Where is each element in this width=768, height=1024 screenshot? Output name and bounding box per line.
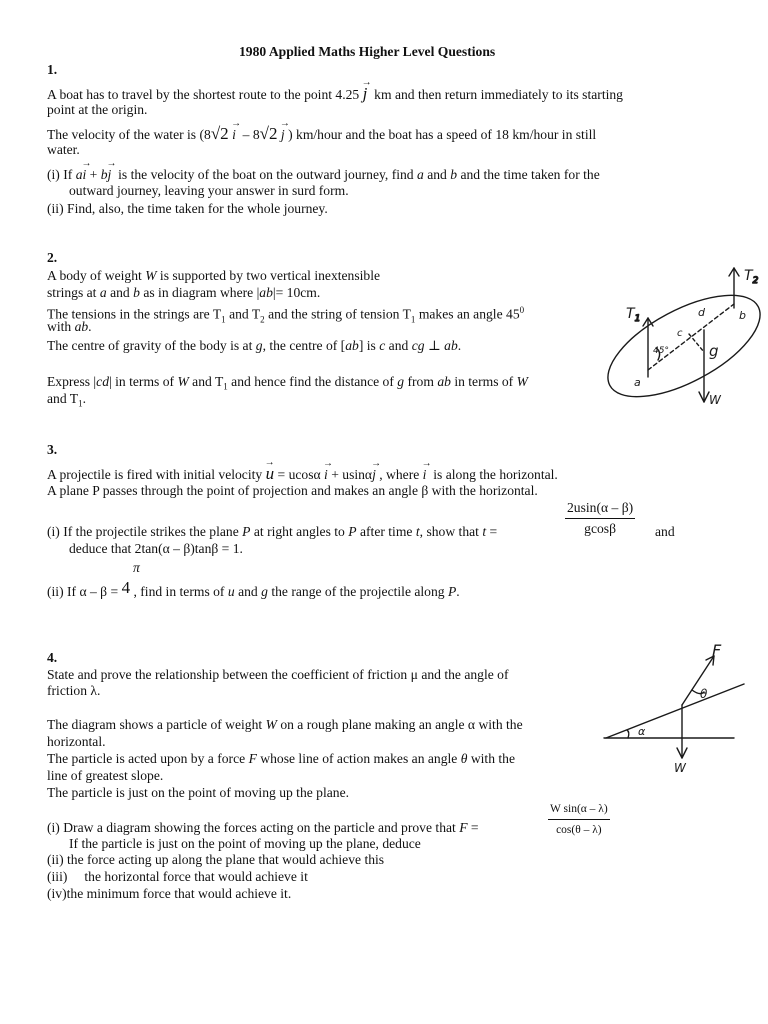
weight-w-label: W (674, 761, 686, 775)
q4-part-ii: (ii) the force acting up along the plane that would achieve this (47, 852, 385, 867)
q1-part-i-line-2: outward journey, leaving your answer in surd form. (69, 183, 349, 198)
q2-line-5: The centre of gravity of the body is at g, the centre of [ab] is c and cg ⊥ ab. (47, 338, 462, 353)
t2-label: $T_2$ (744, 268, 759, 286)
q4-line-1: State and prove the relationship between the coefficient of friction μ and the angle of (47, 667, 509, 682)
q1-part-ii: (ii) Find, also, the time taken for the whole journey. (47, 201, 328, 216)
q4-part-iv: (iv)the minimum force that would achieve it. (47, 886, 292, 901)
t1-label: $T_1$ (626, 306, 641, 324)
q4-line-4: horizontal. (47, 734, 106, 749)
question-1-number: 1. (47, 62, 58, 77)
q3-line-1: A projectile is fired with initial velocity → u = ucosα → i + usinα→ j , where → i is along the horizontal. (47, 466, 558, 483)
q1-line-4: water. (47, 142, 80, 157)
q3-line-2: A plane P passes through the point of projection and makes an angle β with the horizontal. (47, 483, 538, 498)
q3-part-i-and: and (655, 524, 675, 539)
q1-line-1: A boat has to travel by the shortest route to the point 4.25 → j km and then return immediately to its starting (47, 86, 623, 103)
question-4-number: 4. (47, 650, 58, 665)
q4-line-3: The diagram shows a particle of weight W on a rough plane making an angle α with the (47, 717, 523, 732)
point-c-label: c (677, 328, 683, 339)
q3-part-i-line-2: deduce that 2tan(α – β)tanβ = 1. (69, 541, 243, 556)
q4-diagram (600, 640, 752, 778)
q4-line-6: line of greatest slope. (47, 768, 164, 783)
q4-part-i-line-2: If the particle is just on the point of moving up the plane, deduce (69, 836, 421, 851)
angle-label: 45° (653, 346, 669, 356)
q2-line-7: and $T_1$. (47, 391, 86, 409)
q1-line-3: The velocity of the water is (8√2 → i – 8√2 → j ) km/hour and the boat has a speed of 18 km/hour in still (47, 126, 596, 143)
q2-line-1: A body of weight W is supported by two vertical inextensible (47, 268, 381, 283)
q3-part-i: (i) If the projectile strikes the plane P at right angles to P after time t, show that t = (47, 524, 498, 539)
q1-part-i: (i) If a→ i + b→ j is the velocity of the boat on the outward journey, find a and b and the time taken for the (47, 167, 600, 183)
q2-line-3: The tensions in the strings are $T_1$ and $T_2$ and the string of tension $T_1$ makes an angle $45^0$ (47, 305, 525, 325)
q3-time-fraction: $\frac{2usin(\alpha - \beta)}{gcos\beta}$ (567, 500, 634, 536)
j-vector: → j (363, 86, 368, 102)
question-2-number: 2. (47, 250, 58, 265)
theta-label: θ (700, 687, 708, 701)
q3-part-ii: (ii) If α – β = 4 , find in terms of u and g the range of the projectile along P. (47, 578, 460, 599)
q3-pi: π (133, 560, 140, 575)
q4-line-2: friction λ. (47, 683, 101, 698)
q4-line-5: The particle is acted upon by a force F whose line of action makes an angle θ with the (47, 751, 516, 766)
q4-part-i: (i) Draw a diagram showing the forces acting on the particle and prove that F = (47, 820, 479, 835)
force-f-label: F (712, 641, 722, 660)
weight-label: W (709, 393, 721, 407)
q4-force-fraction: $\frac{\text{W sin(α – λ)}}{\cos(\theta - \lambda)}$ (550, 803, 608, 836)
q4-part-iii: (iii) the horizontal force that would achieve it (47, 869, 308, 884)
q2-line-4: with ab. (47, 319, 92, 334)
alpha-label: α (638, 725, 646, 738)
q2-line-2: strings at a and b as in diagram where |ab|= 10cm. (47, 285, 321, 300)
q2-line-6: Express |cd| in terms of W and $T_1$ and hence find the distance of g from ab in terms of W (47, 374, 528, 392)
q1-line-2: point at the origin. (47, 102, 148, 117)
point-d-label: d (698, 306, 705, 319)
point-g-label: g (709, 342, 719, 360)
q4-line-7: The particle is just on the point of moving up the plane. (47, 785, 350, 800)
point-b-label: b (739, 309, 746, 322)
question-3-number: 3. (47, 442, 58, 457)
point-a-label: a (634, 376, 641, 389)
page-title: 1980 Applied Maths Higher Level Questions (239, 44, 496, 59)
q2-diagram (596, 262, 768, 410)
